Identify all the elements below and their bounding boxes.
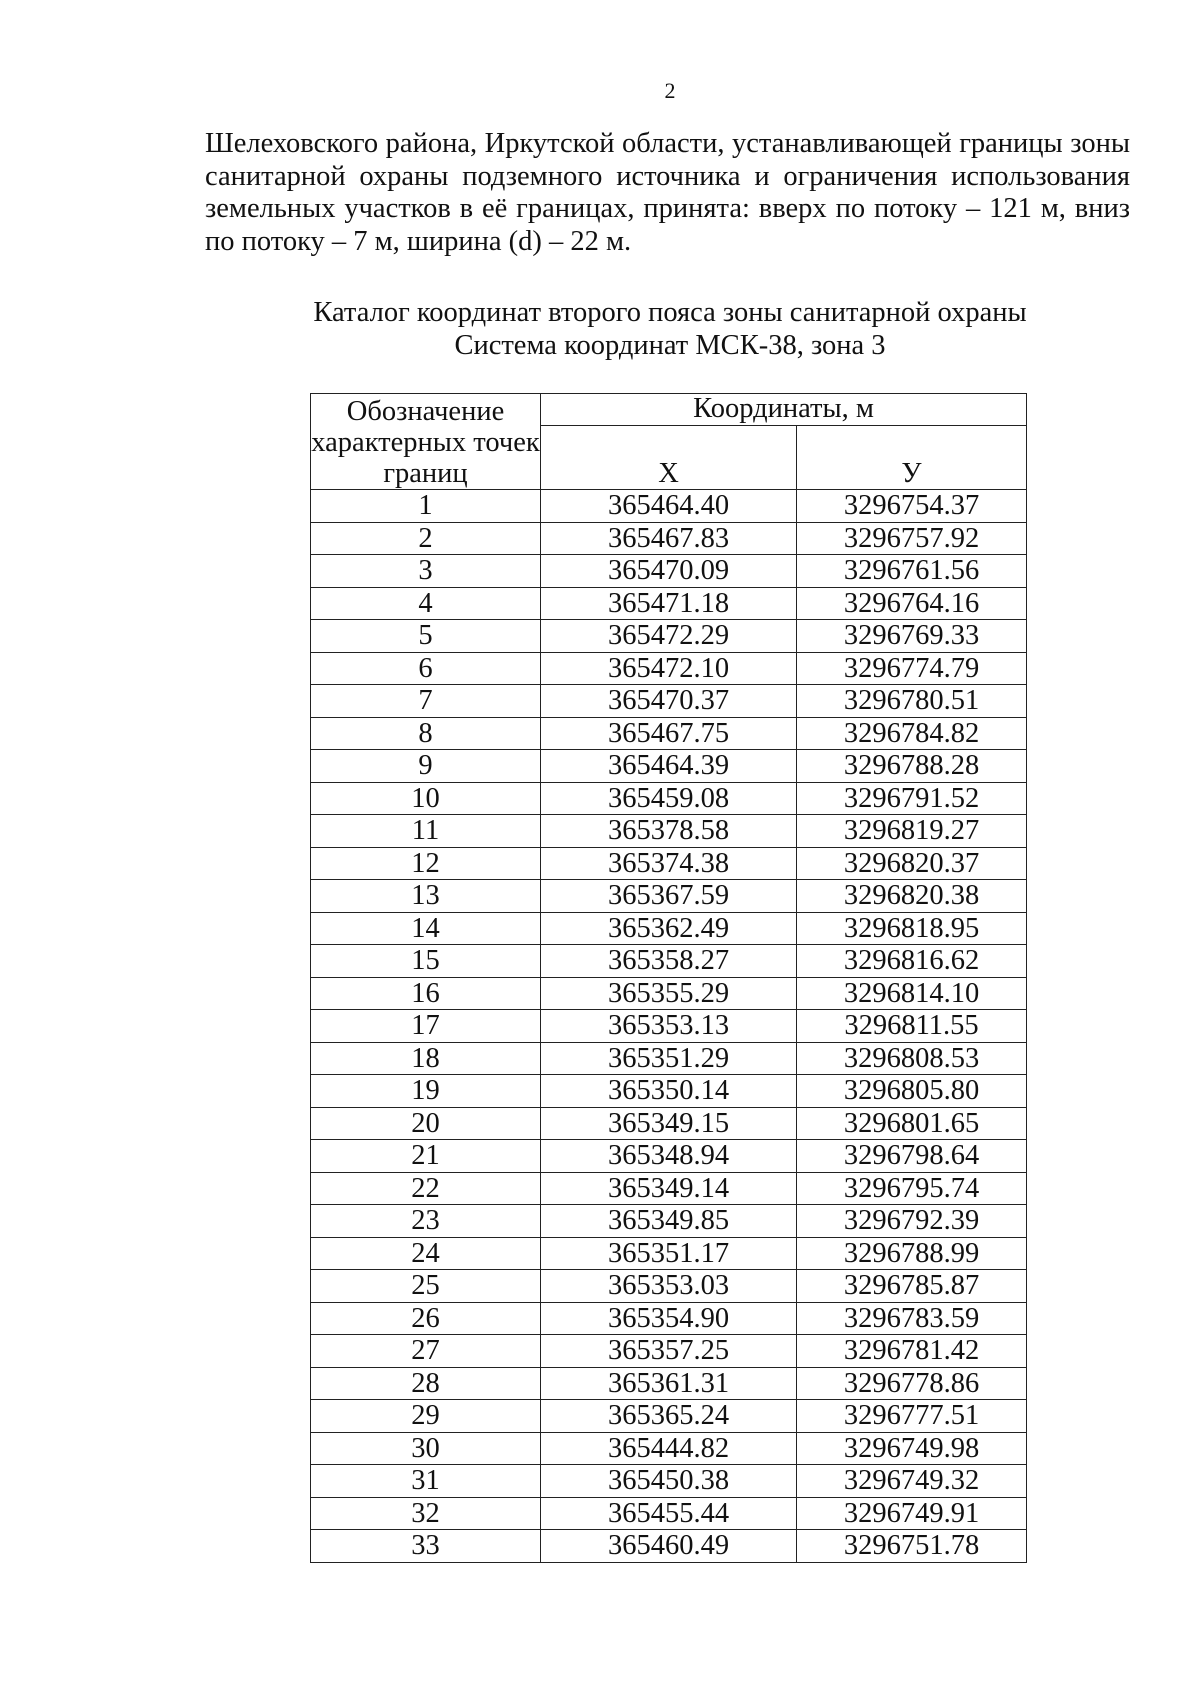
x-coordinate-cell: 365353.03 [541,1270,797,1303]
table-row [311,1075,1027,1108]
y-coordinate-cell: 3296820.38 [797,880,1027,913]
coordinates-table [310,393,1027,1563]
point-number-cell: 26 [311,1302,541,1335]
point-number-cell: 15 [311,945,541,978]
x-coordinate-cell: 365361.31 [541,1367,797,1400]
y-coordinate-cell: 3296764.16 [797,587,1027,620]
y-coordinate-cell: 3296783.59 [797,1302,1027,1335]
y-coordinate-cell: 3296820.37 [797,847,1027,880]
table-row [311,1465,1027,1498]
x-coordinate-cell: 365378.58 [541,815,797,848]
table-row [311,1367,1027,1400]
point-number-cell: 13 [311,880,541,913]
table-row [311,620,1027,653]
table-row [311,912,1027,945]
x-coordinate-cell: 365470.37 [541,685,797,718]
x-coordinate-cell: 365350.14 [541,1075,797,1108]
x-coordinate-cell: 365354.90 [541,1302,797,1335]
table-row [311,685,1027,718]
y-coordinate-cell: 3296774.79 [797,652,1027,685]
point-number-cell: 3 [311,555,541,588]
y-coordinate-cell: 3296795.74 [797,1172,1027,1205]
x-coordinate-cell: 365450.38 [541,1465,797,1498]
x-coordinate-cell: 365444.82 [541,1432,797,1465]
table-row [311,1042,1027,1075]
table-row [311,1107,1027,1140]
y-coordinate-cell: 3296811.55 [797,1010,1027,1043]
x-coordinate-cell: 365367.59 [541,880,797,913]
point-number-cell: 14 [311,912,541,945]
point-number-cell: 21 [311,1140,541,1173]
point-number-cell: 29 [311,1400,541,1433]
x-coordinate-cell: 365349.15 [541,1107,797,1140]
y-coordinate-cell: 3296757.92 [797,522,1027,555]
point-number-cell: 30 [311,1432,541,1465]
table-row [311,1530,1027,1563]
table-row [311,1010,1027,1043]
table-row [311,1172,1027,1205]
table-row [311,587,1027,620]
y-coordinate-cell: 3296805.80 [797,1075,1027,1108]
table-row [311,750,1027,783]
y-coordinate-cell: 3296778.86 [797,1367,1027,1400]
table-row [311,522,1027,555]
header-coordinates: Координаты, м [541,394,1027,426]
y-coordinate-cell: 3296785.87 [797,1270,1027,1303]
table-row [311,1140,1027,1173]
table-row [311,490,1027,523]
x-coordinate-cell: 365365.24 [541,1400,797,1433]
x-coordinate-cell: 365349.14 [541,1172,797,1205]
table-row [311,652,1027,685]
y-coordinate-cell: 3296808.53 [797,1042,1027,1075]
y-coordinate-cell: 3296818.95 [797,912,1027,945]
table-row [311,1237,1027,1270]
y-coordinate-cell: 3296819.27 [797,815,1027,848]
x-coordinate-cell: 365355.29 [541,977,797,1010]
y-coordinate-cell: 3296781.42 [797,1335,1027,1368]
point-number-cell: 20 [311,1107,541,1140]
x-coordinate-cell: 365467.75 [541,717,797,750]
y-coordinate-cell: 3296791.52 [797,782,1027,815]
point-number-cell: 12 [311,847,541,880]
table-row [311,1302,1027,1335]
x-coordinate-cell: 365374.38 [541,847,797,880]
header-x: Х [541,425,797,489]
x-coordinate-cell: 365362.49 [541,912,797,945]
table-row [311,1497,1027,1530]
intro-text: Шелеховского района, Иркутской области, устанавливающей границы зоны санитарной охраны подземного источника и ограничения использования земельных участков в её границах, принята: вверх по потоку – 121 м, вниз по потоку – 7 м, ширина (d) – 22 м. [205,128,1130,257]
point-number-cell: 16 [311,977,541,1010]
table-row [311,945,1027,978]
x-coordinate-cell: 365472.29 [541,620,797,653]
point-number-cell: 22 [311,1172,541,1205]
x-coordinate-cell: 365470.09 [541,555,797,588]
intro-paragraph [205,128,1130,258]
point-number-cell: 32 [311,1497,541,1530]
point-number-cell: 17 [311,1010,541,1043]
table-row [311,1335,1027,1368]
y-coordinate-cell: 3296792.39 [797,1205,1027,1238]
x-coordinate-cell: 365348.94 [541,1140,797,1173]
y-coordinate-cell: 3296798.64 [797,1140,1027,1173]
point-number-cell: 24 [311,1237,541,1270]
x-coordinate-cell: 365455.44 [541,1497,797,1530]
table-header [311,394,1027,490]
header-y: У [797,425,1027,489]
point-number-cell: 31 [311,1465,541,1498]
table-caption [300,297,1040,362]
header-designation: Обозначение характерных точек границ [311,394,541,490]
x-coordinate-cell: 365467.83 [541,522,797,555]
point-number-cell: 8 [311,717,541,750]
x-coordinate-cell: 365353.13 [541,1010,797,1043]
table-row [311,1400,1027,1433]
table-body [311,490,1027,1563]
caption-title: Каталог координат второго пояса зоны санитарной охраны [313,297,1027,328]
x-coordinate-cell: 365464.39 [541,750,797,783]
y-coordinate-cell: 3296751.78 [797,1530,1027,1563]
x-coordinate-cell: 365471.18 [541,587,797,620]
point-number-cell: 6 [311,652,541,685]
y-coordinate-cell: 3296788.99 [797,1237,1027,1270]
point-number-cell: 1 [311,490,541,523]
table-row [311,847,1027,880]
y-coordinate-cell: 3296784.82 [797,717,1027,750]
y-coordinate-cell: 3296761.56 [797,555,1027,588]
x-coordinate-cell: 365460.49 [541,1530,797,1563]
y-coordinate-cell: 3296749.98 [797,1432,1027,1465]
y-coordinate-cell: 3296816.62 [797,945,1027,978]
y-coordinate-cell: 3296780.51 [797,685,1027,718]
point-number-cell: 18 [311,1042,541,1075]
point-number-cell: 10 [311,782,541,815]
y-coordinate-cell: 3296754.37 [797,490,1027,523]
table-row [311,1205,1027,1238]
point-number-cell: 28 [311,1367,541,1400]
x-coordinate-cell: 365358.27 [541,945,797,978]
table-row [311,977,1027,1010]
point-number-cell: 9 [311,750,541,783]
x-coordinate-cell: 365351.29 [541,1042,797,1075]
x-coordinate-cell: 365349.85 [541,1205,797,1238]
point-number-cell: 5 [311,620,541,653]
y-coordinate-cell: 3296801.65 [797,1107,1027,1140]
point-number-cell: 25 [311,1270,541,1303]
header-row-top [311,394,1027,426]
x-coordinate-cell: 365472.10 [541,652,797,685]
point-number-cell: 4 [311,587,541,620]
table-row [311,555,1027,588]
table-row [311,782,1027,815]
point-number-cell: 27 [311,1335,541,1368]
x-coordinate-cell: 365351.17 [541,1237,797,1270]
point-number-cell: 33 [311,1530,541,1563]
y-coordinate-cell: 3296749.91 [797,1497,1027,1530]
point-number-cell: 11 [311,815,541,848]
table-row [311,815,1027,848]
table-row [311,717,1027,750]
y-coordinate-cell: 3296769.33 [797,620,1027,653]
point-number-cell: 19 [311,1075,541,1108]
point-number-cell: 2 [311,522,541,555]
y-coordinate-cell: 3296777.51 [797,1400,1027,1433]
caption-subtitle: Система координат МСК-38, зона 3 [454,329,886,361]
x-coordinate-cell: 365464.40 [541,490,797,523]
table-row [311,880,1027,913]
table-row [311,1432,1027,1465]
y-coordinate-cell: 3296749.32 [797,1465,1027,1498]
page-number: 2 [664,78,676,103]
y-coordinate-cell: 3296788.28 [797,750,1027,783]
point-number-cell: 23 [311,1205,541,1238]
y-coordinate-cell: 3296814.10 [797,977,1027,1010]
x-coordinate-cell: 365357.25 [541,1335,797,1368]
table-row [311,1270,1027,1303]
x-coordinate-cell: 365459.08 [541,782,797,815]
point-number-cell: 7 [311,685,541,718]
